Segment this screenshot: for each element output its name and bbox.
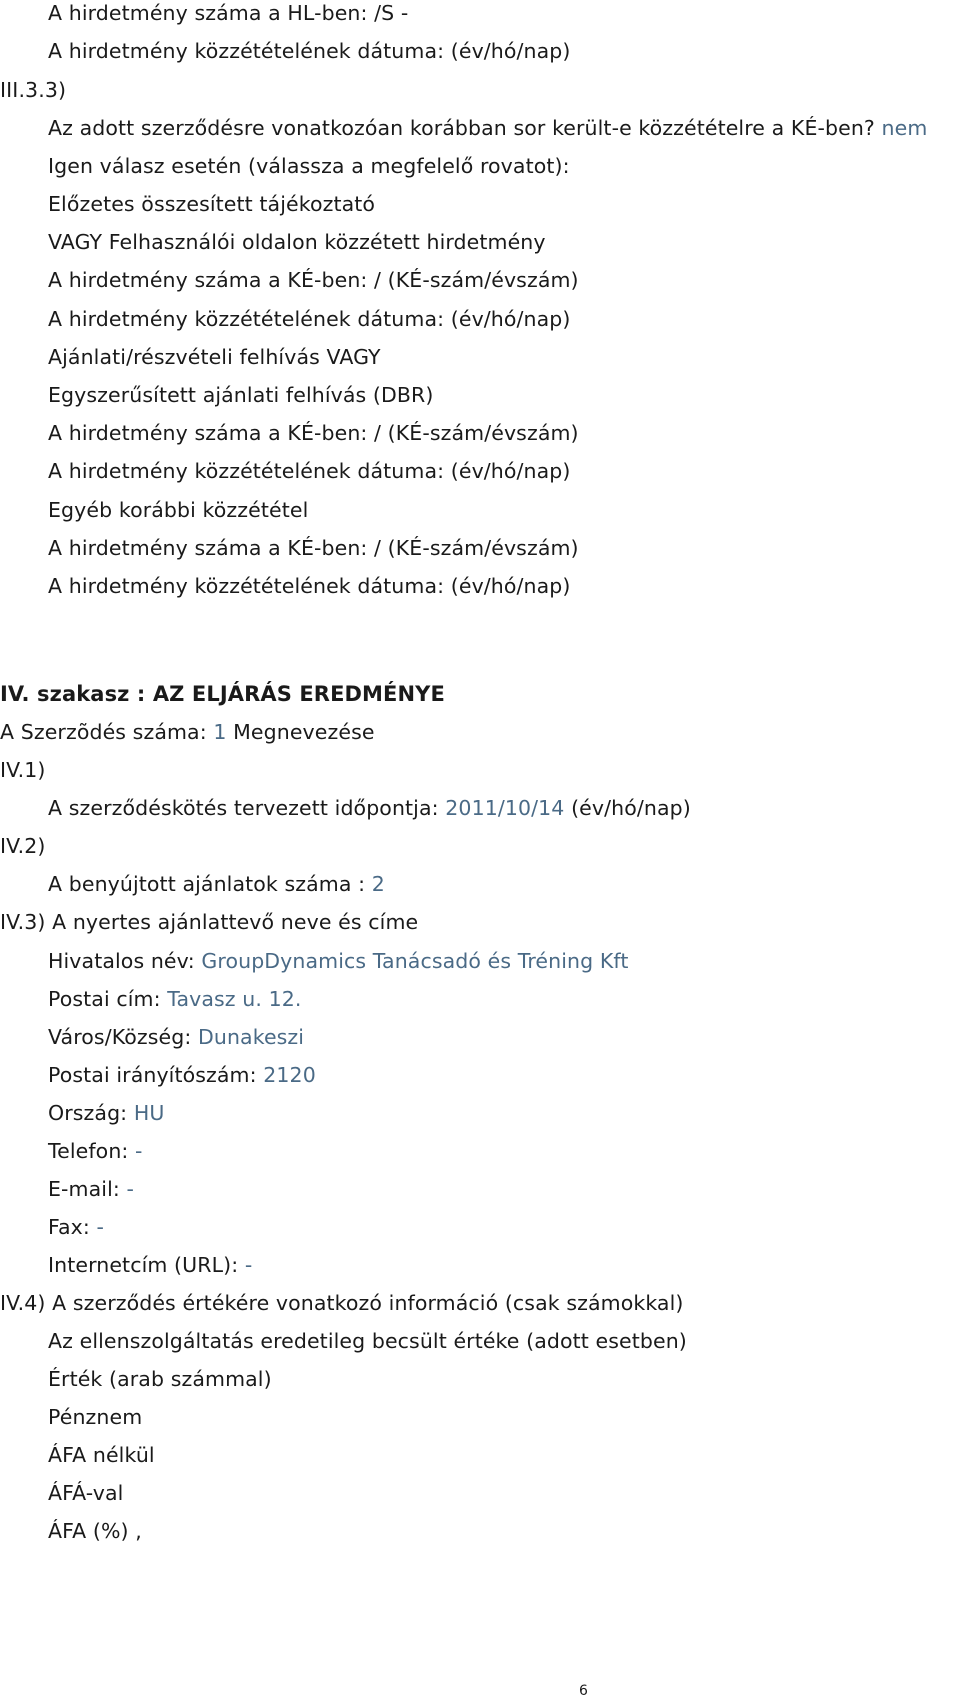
contract-number: 1	[213, 720, 227, 744]
section-label-iv-3: IV.3) A nyertes ajánlattevő neve és címe	[0, 910, 419, 934]
section-label-iv-1: IV.1)	[0, 758, 46, 782]
page-number: 6	[579, 1683, 588, 1699]
winner-city-line	[48, 1024, 304, 1050]
invitation-line: Ajánlati/részvételi felhívás VAGY	[48, 345, 381, 369]
winner-email-value: -	[126, 1177, 135, 1201]
winner-fax-label: Fax:	[48, 1215, 90, 1239]
with-vat-line: ÁFÁ-val	[48, 1481, 124, 1505]
winner-email-line	[48, 1176, 134, 1202]
winner-address-value: Tavasz u. 12.	[167, 987, 302, 1011]
winner-name-line	[48, 948, 629, 974]
currency-line: Pénznem	[48, 1405, 143, 1429]
question-answer: nem	[881, 116, 928, 140]
offers-count-line	[48, 871, 385, 897]
prior-publication-question	[48, 115, 927, 141]
winner-city-value: Dunakeszi	[197, 1025, 305, 1049]
section-iv-heading: IV. szakasz : AZ ELJÁRÁS EREDMÉNYE	[0, 682, 445, 706]
other-prior-publication-line: Egyéb korábbi közzététel	[48, 498, 309, 522]
buyer-profile-line: VAGY Felhasználói oldalon közzétett hirdetmény	[48, 230, 546, 254]
winner-phone-value: -	[135, 1139, 143, 1163]
hl-number-line: A hirdetmény száma a HL-ben: /S -	[48, 1, 409, 25]
signing-unit: (év/hó/nap)	[571, 796, 691, 820]
offers-label: A benyújtott ajánlatok száma :	[48, 872, 366, 896]
contract-suffix: Megnevezése	[233, 720, 375, 744]
winner-city-label: Város/Község:	[48, 1025, 192, 1049]
winner-name-value: GroupDynamics Tanácsadó és Tréning Kft	[201, 949, 629, 973]
winner-name-label: Hivatalos név:	[48, 949, 195, 973]
winner-address-label: Postai cím:	[48, 987, 161, 1011]
publication-date-line: A hirdetmény közzétételének dátuma: (év/hó/nap)	[48, 574, 571, 598]
winner-phone-label: Telefon:	[48, 1139, 129, 1163]
winner-url-label: Internetcím (URL):	[48, 1253, 239, 1277]
winner-country-label: Ország:	[48, 1101, 128, 1125]
section-label-iv-4: IV.4) A szerződés értékére vonatkozó információ (csak számokkal)	[0, 1291, 684, 1315]
winner-zip-value: 2120	[263, 1063, 316, 1087]
section-label-iv-2: IV.2)	[0, 834, 46, 858]
signing-label: A szerződéskötés tervezett időpontja:	[48, 796, 439, 820]
signing-date: 2011/10/14	[445, 796, 565, 820]
publication-date-line: A hirdetmény közzétételének dátuma: (év/hó/nap)	[48, 39, 571, 63]
question-text: Az adott szerződésre vonatkozóan korábban sor került-e közzétételre a KÉ-ben?	[48, 116, 875, 140]
ke-number-line: A hirdetmény száma a KÉ-ben: / (KÉ-szám/évszám)	[48, 421, 579, 445]
value-arabic-line: Érték (arab számmal)	[48, 1367, 272, 1391]
publication-date-line: A hirdetmény közzétételének dátuma: (év/hó/nap)	[48, 307, 571, 331]
without-vat-line: ÁFA nélkül	[48, 1443, 155, 1467]
winner-country-value: HU	[133, 1101, 165, 1125]
winner-email-label: E-mail:	[48, 1177, 120, 1201]
contract-label: A Szerzõdés száma:	[0, 720, 207, 744]
section-label-iii-3-3: III.3.3)	[0, 78, 67, 102]
winner-fax-value: -	[96, 1215, 105, 1239]
ke-number-line: A hirdetmény száma a KÉ-ben: / (KÉ-szám/évszám)	[48, 268, 579, 292]
winner-country-line	[48, 1100, 164, 1126]
vat-percent-line: ÁFA (%) ,	[48, 1519, 142, 1543]
contract-number-line	[0, 719, 375, 745]
winner-url-value: -	[244, 1253, 253, 1277]
signing-date-line	[48, 795, 691, 821]
publication-date-line: A hirdetmény közzétételének dátuma: (év/hó/nap)	[48, 459, 571, 483]
winner-phone-line	[48, 1138, 143, 1164]
winner-url-line	[48, 1252, 252, 1278]
winner-zip-label: Postai irányítószám:	[48, 1063, 257, 1087]
offers-count: 2	[371, 872, 385, 896]
prior-summary-line: Előzetes összesített tájékoztató	[48, 192, 376, 216]
winner-zip-line	[48, 1062, 316, 1088]
winner-address-line	[48, 986, 302, 1012]
simplified-invitation-line: Egyszerűsített ajánlati felhívás (DBR)	[48, 383, 434, 407]
yes-answer-hint: Igen válasz esetén (válassza a megfelelő rovatot):	[48, 154, 570, 178]
ke-number-line: A hirdetmény száma a KÉ-ben: / (KÉ-szám/évszám)	[48, 536, 579, 560]
estimated-value-line: Az ellenszolgáltatás eredetileg becsült értéke (adott esetben)	[48, 1329, 687, 1353]
winner-fax-line	[48, 1214, 104, 1240]
